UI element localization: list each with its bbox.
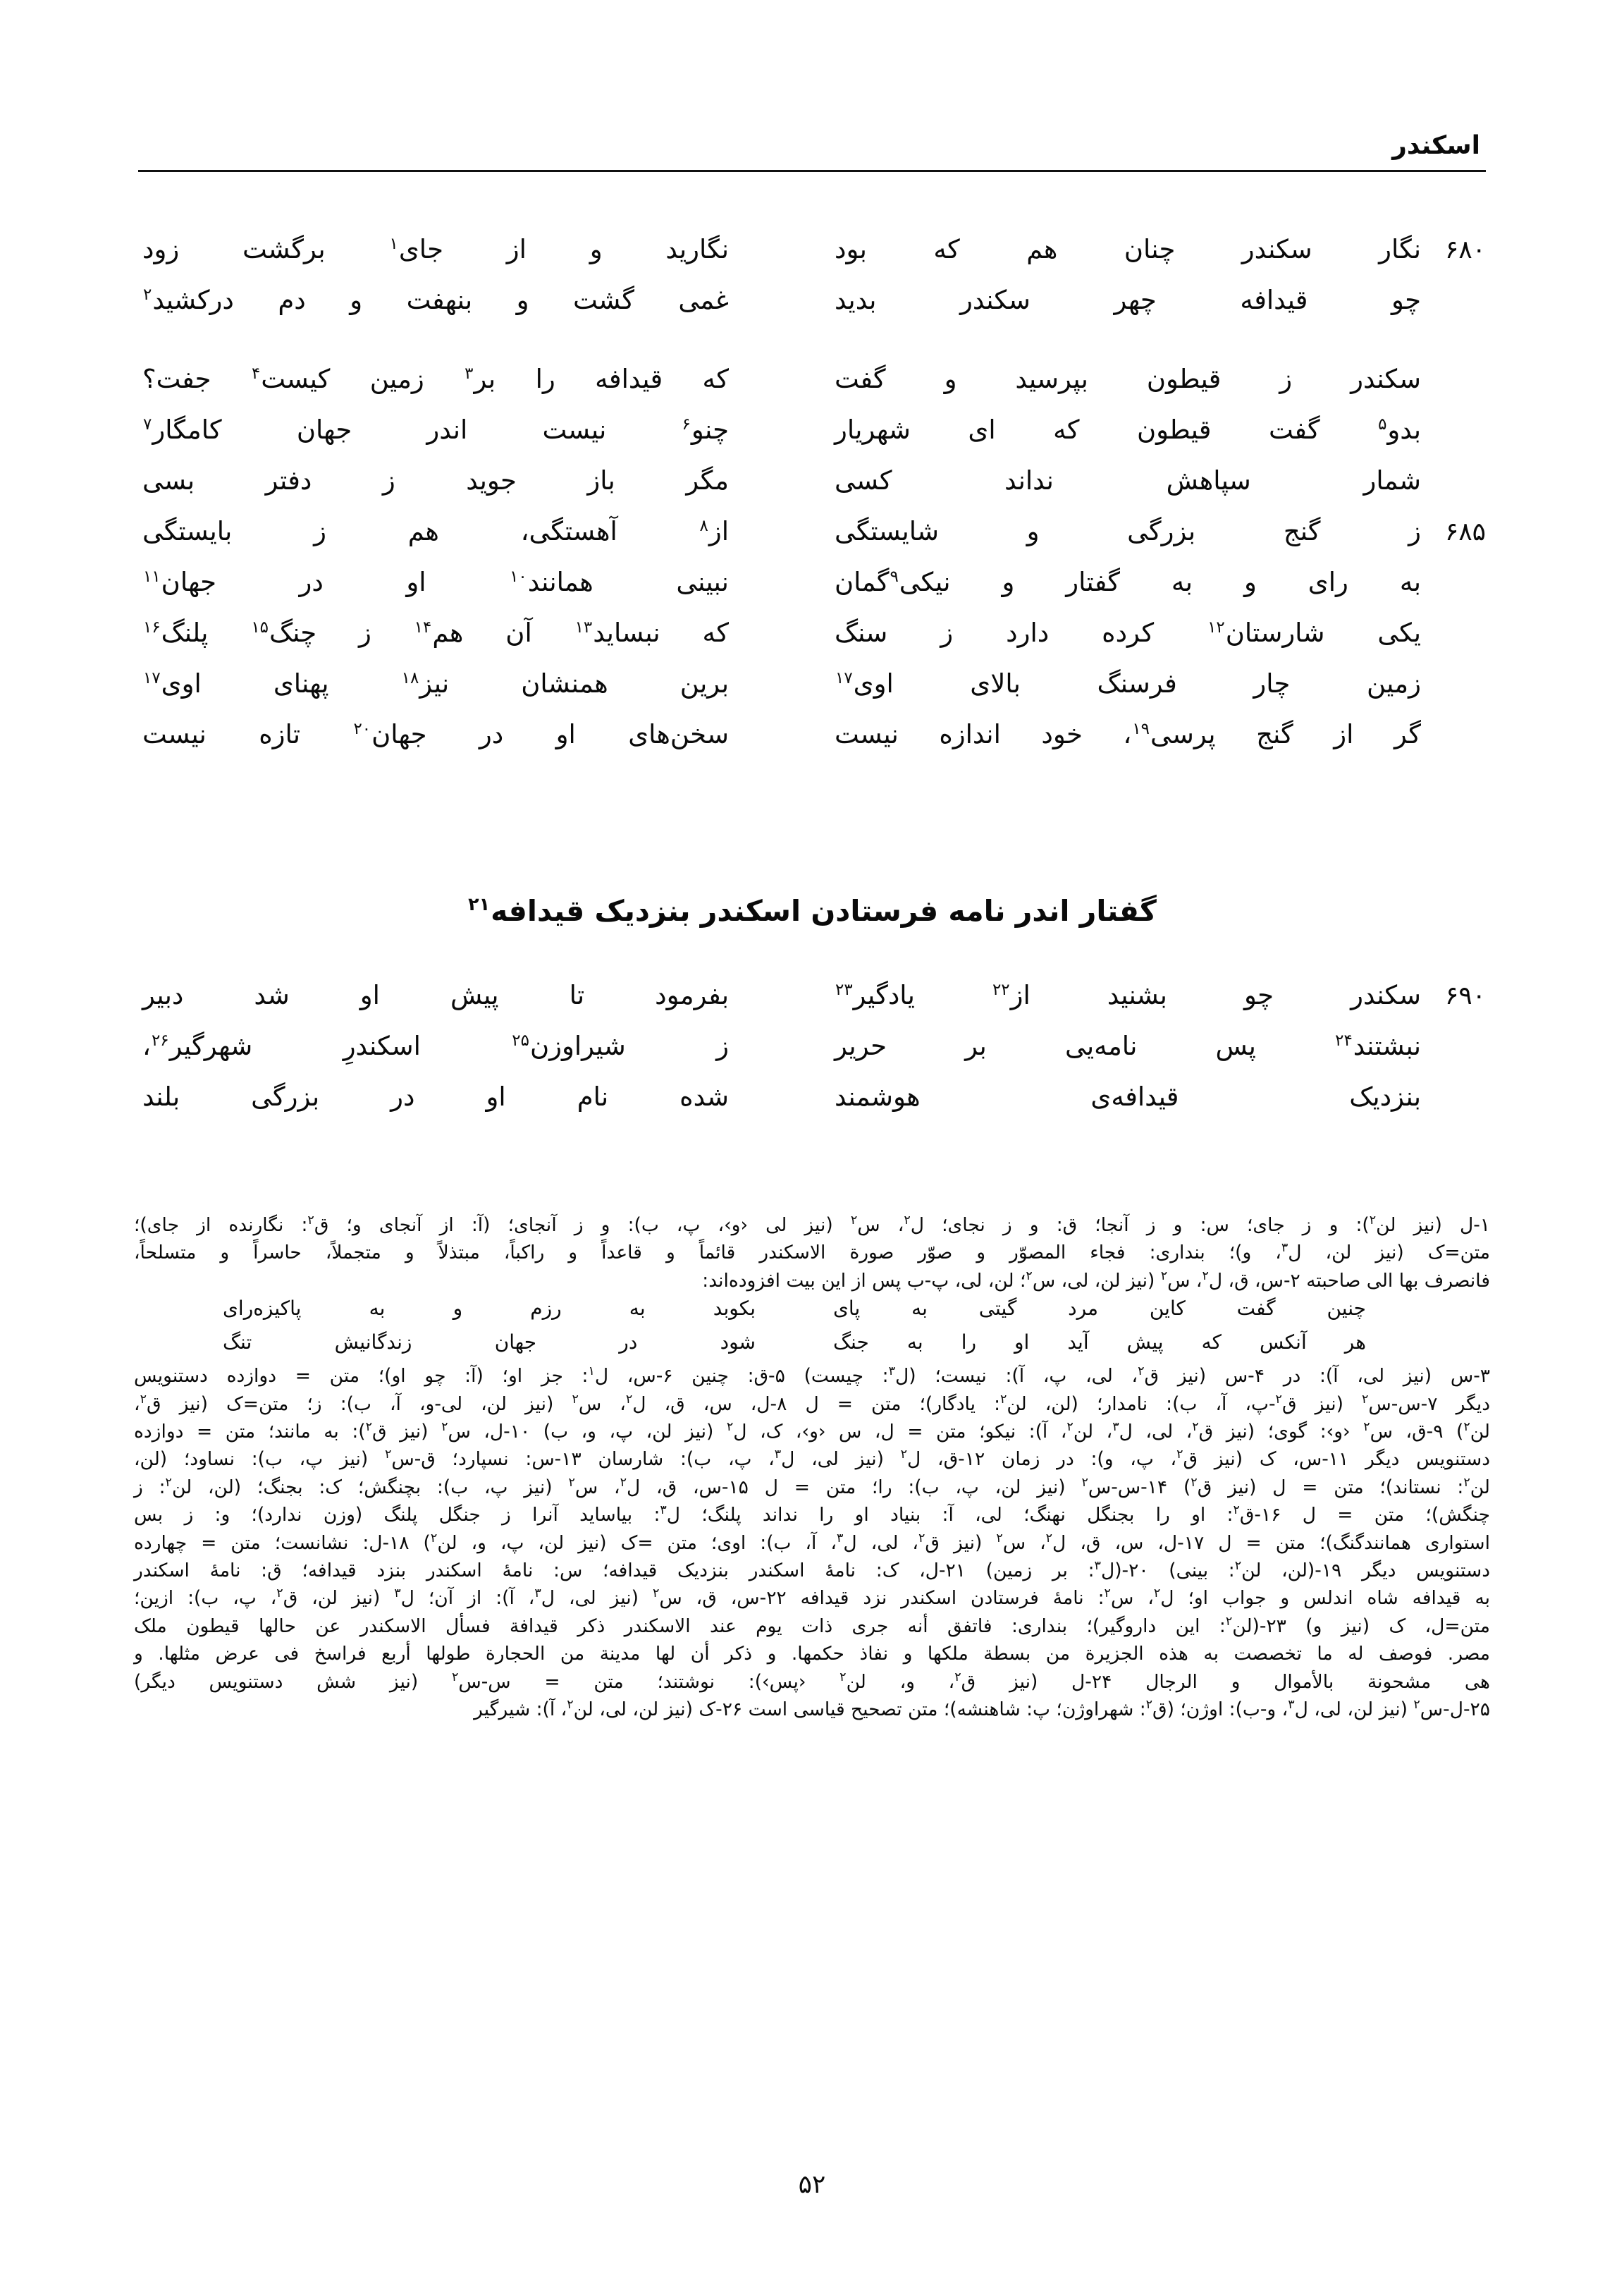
apparatus-line: هی مشحونة بالأموال و الرجال ۲۴-ل (نیز ق$^۲$، و، لن$^۲$ ‹پس›): نوشتند؛ متن = س-س$^۲$ (نیز شش دستنویس دیگر)	[134, 1670, 1490, 1693]
apparatus-line: ۲۵-ل-س$^۲$ (نیز لن، لی، ل$^۳$، و-ب): اوژن؛ (ق$^۲$: شهراوژن؛ پ: شاهنشه)؛ متن تصحیح قیاسی است ۲۶-ک (نیز لن، لی، لن$^۲$، آ): شیرگیر	[474, 1698, 1490, 1721]
verse-line-number: ۶۸۰	[1444, 235, 1486, 264]
footnote-marker: ۴	[251, 364, 261, 383]
hemistich-first: سکندر چو بشنید از$^{۲۲}$ یادگیر$^{۲۳}$	[835, 980, 1421, 1010]
critical-apparatus	[134, 1211, 1490, 1724]
apparatus-line: متن=ل، ک (نیز و) ۲۳-(لن$^۲$: این داروگیر)؛ بنداری: فاتفق أنه جری ذات یوم عند الاسکندر ذکر قیدافة فسأل الاسکندر عن حالها قیطون ملک	[134, 1615, 1490, 1637]
verse-couplet	[138, 1082, 1486, 1132]
hemistich-second: بکوبد به رزم و به پاکیزه‌رای	[223, 1297, 756, 1321]
verse-line-number	[1425, 488, 1486, 489]
hemistich-second: غمی گشت و بنهفت و دم درکشید$^۲$	[143, 285, 729, 315]
section-heading	[138, 894, 1486, 928]
hemistich-second: که نبساید$^{۱۳}$ آن هم$^{۱۴}$ ز چنگ$^{۱۵}$ پلنگ$^{۱۶}$	[143, 618, 729, 648]
hemistich-second: ز شیراوزن$^{۲۵}$ اسکندرِ شهرگیر$^{۲۶}$،	[142, 1031, 730, 1061]
apparatus-line: ۳-س (نیز لی، آ): در ۴-س (نیز ق$^۲$، لی، پ، آ): نیست؛ (ل$^۳$: چیست) ۵-ق: چنین ۶-س، ل$^۱$: جز او؛ (آ: چو او)؛ متن = دوازده دستنویس	[134, 1364, 1490, 1388]
hemistich-first: سکندر ز قیطون بپرسید و گفت	[835, 364, 1421, 394]
verse-line-number	[1425, 640, 1486, 642]
hemistich-first: گر از گنج پرسی$^{۱۹}$، خود اندازه نیست	[835, 719, 1421, 749]
footnote-marker: ۲۰	[353, 719, 371, 738]
hemistich-first: بدو$^۵$ گفت قیطون که ای شهریار	[835, 415, 1421, 445]
section-heading-text: گفتار اندر نامه فرستادن اسکندر بنزدیک قیدافه	[491, 894, 1157, 928]
hemistich-first: زمین چار فرسنگ بالای اوی$^{۱۷}$	[835, 668, 1421, 699]
verse-couplet	[138, 980, 1486, 1031]
apparatus-line: دستنویس دیگر ۱۹-(لن، لن$^۲$: بینی) ۲۰-(ل$^۳$: بر زمین) ۲۱-ل، ک: نامهٔ اسکندر بنزدیک قیدافه؛ س: نامهٔ اسکندر بنزد قیدافه؛ ق: نامهٔ اسکندر	[134, 1559, 1490, 1582]
hemistich-first: نگار سکندر چنان هم که بود	[835, 234, 1421, 264]
verse-couplet	[138, 364, 1486, 415]
footnote-marker: ۱۹	[1132, 719, 1150, 738]
verse-line-number	[1425, 386, 1486, 388]
footnote-marker: ۲۳	[835, 980, 853, 999]
verse-couplet	[138, 516, 1486, 567]
verse-line-number	[1425, 437, 1486, 439]
hemistich-second: بفرمود تا پیش او شد دبیر	[142, 980, 729, 1010]
apparatus-inserted-couplet	[134, 1328, 1490, 1362]
footnote-marker: ۱۸	[401, 668, 419, 687]
footnote-marker: ۸	[699, 516, 708, 535]
hemistich-second: شده نام او در بزرگی بلند	[142, 1082, 729, 1112]
hemistich-first: ز گنج بزرگی و شایستگی	[835, 516, 1421, 546]
footnote-marker: ۱۶	[143, 618, 161, 637]
hemistich-second: نگارید و از جای$^۱$ برگشت زود	[142, 234, 729, 264]
hemistich-first: به رای و به گفتار و نیکی$^۹$گمان	[835, 567, 1421, 597]
apparatus-line: به قیدافه شاه اندلس و جواب او؛ ل$^۲$، س$^۲$: نامهٔ فرستادن اسکندر نزد قیدافه ۲۲-س، ق، س$^۲$ (نیز لی، ل$^۳$، آ): از آن؛ ل$^۳$ (نیز لن، ق$^۲$، پ، ب): ازین؛	[134, 1586, 1491, 1610]
hemistich-first: چو قیدافه چهر سکندر بدید	[835, 285, 1421, 315]
footnote-marker: ۱۳	[574, 618, 593, 637]
footnote-marker: ۱۰	[510, 567, 527, 586]
footnote-marker: ۱۷	[835, 668, 853, 687]
verse-couplet	[138, 567, 1486, 618]
verse-couplet	[138, 285, 1486, 336]
hemistich-first: یکی شارستان$^{۱۲}$ کرده دارد ز سنگ	[835, 618, 1422, 648]
footnote-marker: ۷	[143, 415, 152, 434]
apparatus-line: استواری همانندگنگ)؛ متن = ل ۱۷-ل، س، ق، ل$^۲$، س$^۲$ (نیز ق$^۲$، لی، ل$^۳$، آ، ب): اوی؛ متن =ک (نیز لن، پ، و، لن$^۲$) ۱۸-ل: نشانست؛ متن = چهارده	[134, 1531, 1490, 1554]
apparatus-line: لن$^۲$: نستاند)؛ متن = ل (نیز ق$^۲$) ۱۴-س-س$^۲$ (نیز لن، پ، ب): را؛ متن = ل ۱۵-س، ق، ل$^۲$، س$^۲$ (نیز پ، ب): بچنگش؛ ک: بجنگ؛ (لن، لن$^۲$: ز	[134, 1476, 1490, 1498]
verse-line-number	[1425, 307, 1486, 309]
apparatus-line: فانصرف بها الی صاحبته ۲-س، ق، ل$^۲$، س$^۲$ (نیز لن، لی، س$^۲$؛ لن، لی، پ-ب پس از این بیت افزوده‌اند:	[702, 1268, 1490, 1292]
footnote-marker: ۱۴	[414, 618, 432, 637]
header-rule	[138, 170, 1486, 172]
footnote-marker: ۱۵	[251, 618, 269, 637]
hemistich-second: سخن‌های او در جهان$^{۲۰}$ تازه نیست	[142, 719, 729, 749]
hemistich-first: هر آنکس که پیش آید او را به جنگ	[833, 1330, 1366, 1354]
footnote-marker: ۹	[890, 567, 899, 586]
running-head: اسکندر	[1392, 131, 1480, 160]
footnote-marker: ۱۷	[143, 668, 161, 687]
verse-line-number	[1425, 691, 1486, 692]
footnote-marker: ۵	[1378, 415, 1387, 434]
apparatus-line: دیگر ۷-س-س$^۲$ (نیز ق$^۲$-پ، آ، ب): نامدار؛ (لن، لن$^۲$: یادگار)؛ متن = ل ۸-ل، س، ق، ل$^۲$، س$^۲$ (نیز لن، لی-و، آ، ب): ز؛ متن=ک (نیز ق$^۲$،	[134, 1392, 1490, 1415]
footnote-marker: ۱	[389, 234, 398, 253]
verse-line-number	[1425, 589, 1486, 591]
section-heading-footnote-marker: ۲۱	[468, 893, 491, 915]
couplet-group	[138, 234, 1486, 336]
footnote-marker: ۳	[465, 364, 474, 383]
hemistich-second: که قیدافه را بر$^۳$ زمین کیست$^۴$ جفت؟	[142, 364, 729, 394]
footnote-marker: ۲۶	[151, 1031, 169, 1050]
couplet-group	[138, 364, 1486, 770]
verse-couplet	[138, 465, 1486, 516]
apparatus-line: لن$^۲$) ۹-ق، س$^۲$ ‹و›: گوی؛ (نیز ق$^۲$، لی، ل$^۳$، لن$^۲$، آ): نیکو؛ متن = ل، س ‹و›، ک، ل$^۲$ (نیز لن، پ، و، ب) ۱۰-ل، س$^۲$ (نیز ق$^۲$): به مانند؛ متن = دوازده	[134, 1420, 1490, 1443]
footnote-marker: ۲	[143, 285, 152, 304]
hemistich-first: بنزدیک قیدافه‌ی هوشمند	[835, 1082, 1421, 1112]
footnote-marker: ۲۲	[992, 980, 1010, 999]
verse-line-number: ۶۹۰	[1444, 981, 1486, 1010]
hemistich-first: نبشتند$^{۲۴}$ پس نامه‌یی بر حریر	[835, 1031, 1421, 1061]
verse-block-secondary	[138, 980, 1486, 1161]
folio-number: ۵۲	[798, 2170, 826, 2199]
apparatus-inserted-couplet	[134, 1294, 1490, 1328]
page-header	[138, 131, 1486, 172]
verse-couplet	[138, 618, 1486, 668]
apparatus-line: ۱-ل (نیز لن$^۲$): و ز جای؛ س: و ز آنجا؛ ق: و ز نجای؛ ل$^۲$، س$^۲$ (نیز لی ‹و›، پ، ب): و ز آنجای؛ (آ: از آنجای و؛ ق$^۲$: نگارنده از جای)؛	[134, 1213, 1491, 1236]
footnote-marker: ۲۴	[1335, 1031, 1353, 1050]
apparatus-line: مصر. فوصف له ما تخصصت به هذه الجزیرة من بسطة ملکها و نفاذ حکمها. و ذکر أن لها مدینة من الحجارة طولها أربع فراسخ فی عرض مثلها. و	[134, 1643, 1490, 1665]
verse-couplet	[138, 668, 1486, 719]
verse-line-number: ۶۸۵	[1444, 518, 1486, 546]
hemistich-second: از$^۸$ آهستگی، هم ز بایستگی	[142, 516, 729, 546]
hemistich-second: شود در جهان زندگانیش تنگ	[223, 1330, 756, 1354]
verse-couplet	[138, 234, 1486, 285]
hemistich-first: چنین گفت کاین مرد گیتی به پای	[833, 1297, 1366, 1321]
apparatus-line: متن=ک (نیز لن، ل$^۳$، و)؛ بنداری: فجاء المصوّر و صوّر صورة الاسکندر قائماً و قاعداً و راکباً، مبتذلاً و متجملاً، حاسراً و متسلحاً،	[134, 1241, 1490, 1264]
apparatus-line: دستنویس دیگر ۱۱-س، ک (نیز ق$^۲$، پ، و): در زمان ۱۲-ق، ل$^۲$ (نیز لی، ل$^۳$، پ، ب): شارسان ۱۳-س: نسپارد؛ ق-س$^۲$ (نیز پ، ب): نساود؛ (لن،	[134, 1447, 1490, 1471]
verse-line-number	[1425, 742, 1486, 743]
verse-couplet	[138, 415, 1486, 465]
footnote-marker: ۶	[682, 415, 691, 434]
footnote-marker: ۱۱	[143, 567, 161, 586]
couplet-group	[138, 980, 1486, 1132]
apparatus-line: چنگش)؛ متن = ل ۱۶-ق$^۲$: او را بجنگل نهنگ؛ لی، آ: بنیاد او را نداند پلنگ؛ ل$^۳$: بیاساید آنرا ز جنگل پلنگ (وزن ندارد)؛ و: ز بس	[134, 1503, 1490, 1526]
verse-line-number	[1425, 1053, 1486, 1055]
hemistich-second: مگر باز جوید ز دفتر بسی	[142, 465, 729, 496]
footnote-marker: ۱۲	[1207, 618, 1225, 637]
hemistich-second: نبینی همانند$^{۱۰}$ او در جهان$^{۱۱}$	[143, 567, 729, 597]
hemistich-second: چنو$^۶$ نیست اندر جهان کامگار$^۷$	[143, 415, 729, 445]
verse-line-number	[1425, 1104, 1486, 1106]
hemistich-second: برین همنشان نیز$^{۱۸}$ پهنای اوی$^{۱۷}$	[143, 668, 729, 699]
hemistich-first: شمار سپاهش نداند کسی	[835, 465, 1421, 496]
verse-block-primary	[138, 234, 1486, 798]
footnote-marker: ۲۵	[512, 1031, 529, 1050]
verse-couplet	[138, 719, 1486, 770]
verse-couplet	[138, 1031, 1486, 1082]
